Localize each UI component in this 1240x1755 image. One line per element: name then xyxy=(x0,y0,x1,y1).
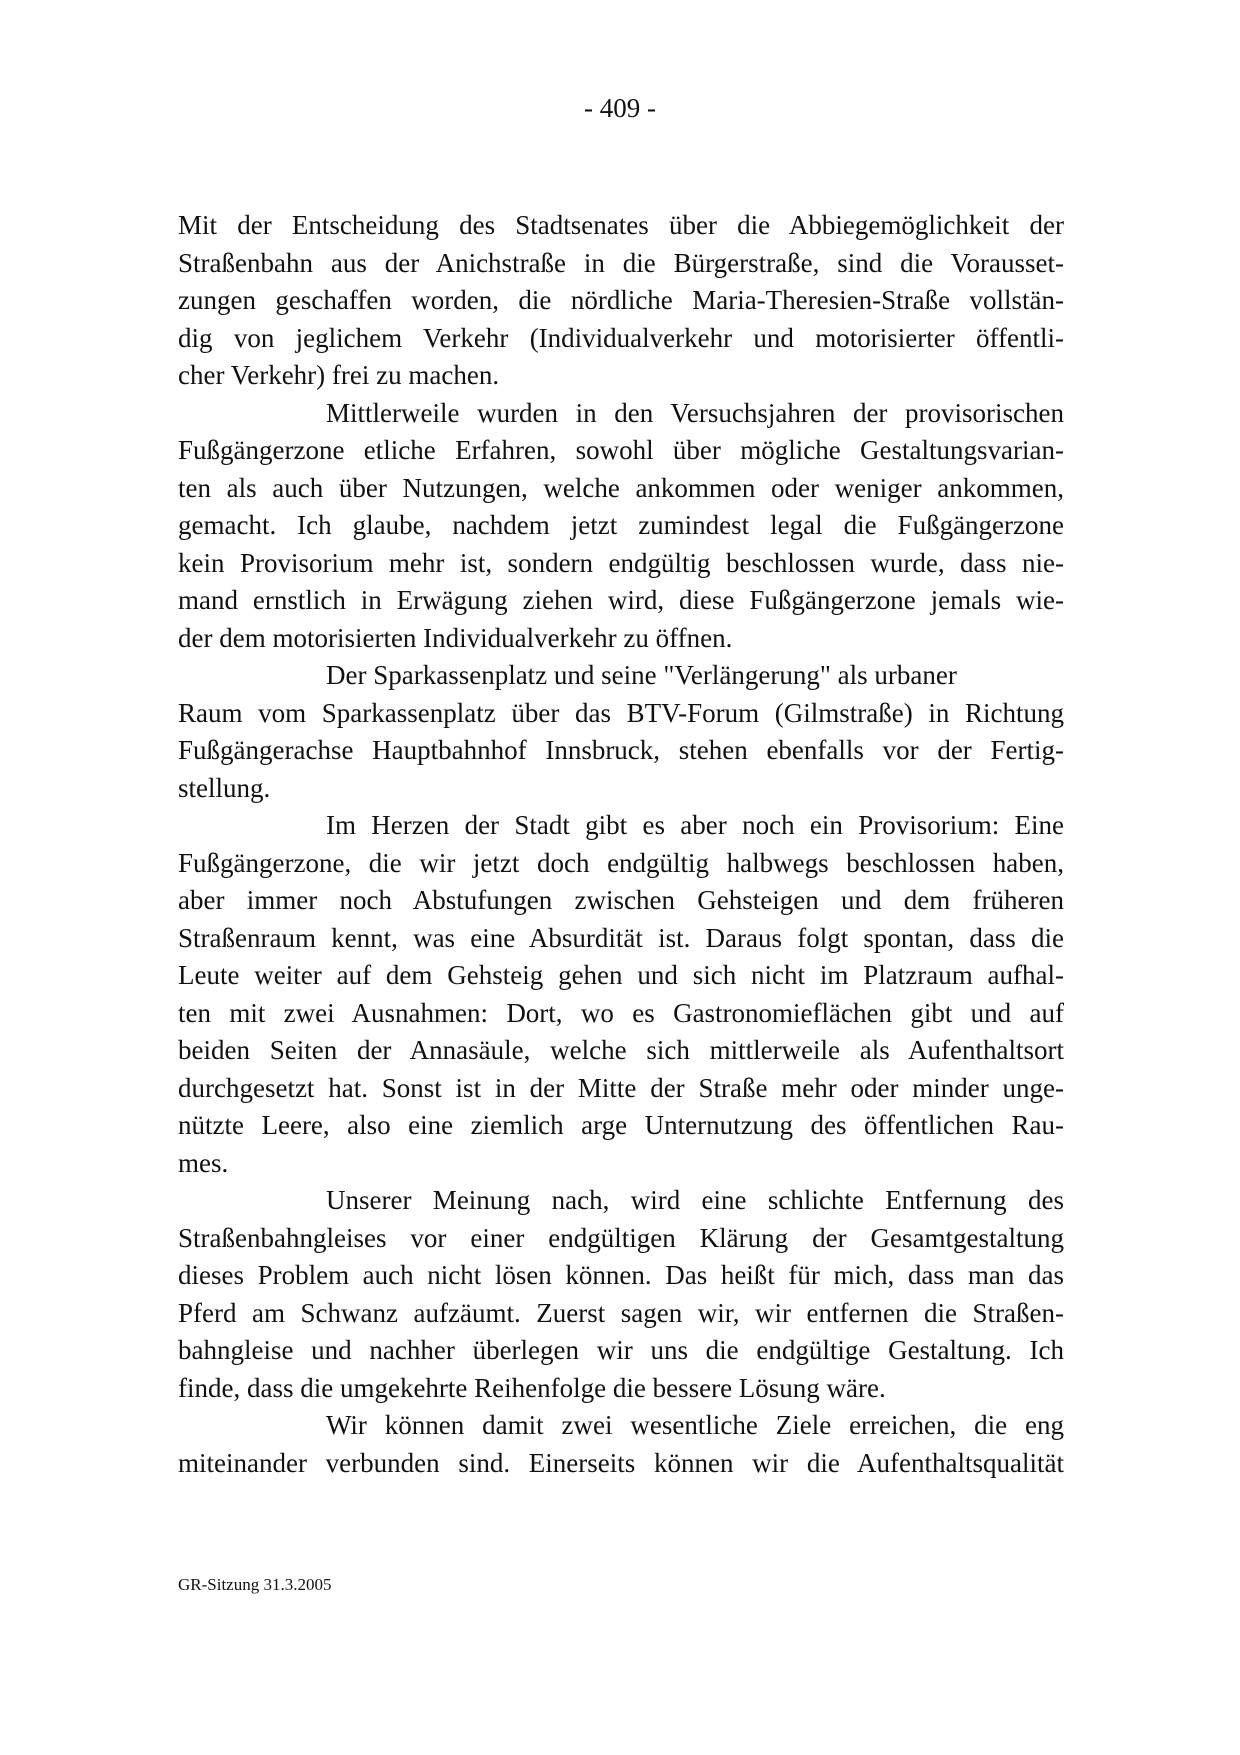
paragraph-1 xyxy=(178,207,1064,395)
text-line: Der Sparkassenplatz und seine "Verlängerung" als urbaner xyxy=(326,660,957,690)
text-line: Pferd am Schwanz aufzäumt. Zuerst sagen wir, wir entfernen die Straßen- xyxy=(178,1297,1064,1328)
body-text xyxy=(178,207,1064,1482)
text-line: nützte Leere, also eine ziemlich arge Unternutzung des öffentlichen Rau- xyxy=(178,1110,1064,1140)
text-line: ten als auch über Nutzungen, welche ankommen oder weniger ankommen, xyxy=(178,472,1064,503)
text-line: Unserer Meinung nach, wird eine schlichte Entfernung des xyxy=(326,1185,1064,1215)
paragraph-4 xyxy=(178,807,1064,1182)
paragraph-2 xyxy=(178,395,1064,658)
text-line: Leute weiter auf dem Gehsteig gehen und sich nicht im Platzraum aufhal- xyxy=(178,960,1064,990)
text-line: der dem motorisierten Individualverkehr zu öffnen. xyxy=(178,622,733,653)
text-line: Mit der Entscheidung des Stadtsenates über die Abbiegemöglichkeit der xyxy=(178,210,1064,240)
text-line: aber immer noch Abstufungen zwischen Gehsteigen und dem früheren xyxy=(178,885,1064,915)
text-line: bahngleise und nachher überlegen wir uns die endgültige Gestaltung. Ich xyxy=(178,1335,1064,1365)
paragraph-5 xyxy=(178,1182,1064,1407)
text-line: Raum vom Sparkassenplatz über das BTV-Forum (Gilmstraße) in Richtung xyxy=(178,697,1064,728)
text-line: zungen geschaffen worden, die nördliche Maria-Theresien-Straße vollstän- xyxy=(178,285,1064,315)
text-line: miteinander verbunden sind. Einerseits können wir die Aufenthaltsqualität xyxy=(178,1447,1064,1478)
paragraph-3 xyxy=(178,657,1064,807)
text-line: durchgesetzt hat. Sonst ist in der Mitte der Straße mehr oder minder unge- xyxy=(178,1072,1064,1103)
text-line: Fußgängerachse Hauptbahnhof Innsbruck, stehen ebenfalls vor der Fertig- xyxy=(178,735,1064,765)
text-line: mes. xyxy=(178,1147,229,1178)
text-line: ten mit zwei Ausnahmen: Dort, wo es Gastronomieflächen gibt und auf xyxy=(178,997,1064,1028)
text-line: Fußgängerzone etliche Erfahren, sowohl über mögliche Gestaltungsvarian- xyxy=(178,435,1064,465)
text-line: dieses Problem auch nicht lösen können. Das heißt für mich, dass man das xyxy=(178,1260,1064,1290)
text-line: Wir können damit zwei wesentliche Ziele erreichen, die eng xyxy=(326,1410,1064,1440)
text-line: Straßenbahngleises vor einer endgültigen Klärung der Gesamtgestaltung xyxy=(178,1222,1064,1253)
paragraph-6 xyxy=(178,1407,1064,1482)
text-line: Im Herzen der Stadt gibt es aber noch ein Provisorium: Eine xyxy=(326,810,1064,840)
text-line: Fußgängerzone, die wir jetzt doch endgültig halbwegs beschlossen haben, xyxy=(178,847,1064,878)
text-line: finde, dass die umgekehrte Reihenfolge die bessere Lösung wäre. xyxy=(178,1372,886,1403)
text-line: gemacht. Ich glaube, nachdem jetzt zumindest legal die Fußgängerzone xyxy=(178,510,1064,540)
text-line: stellung. xyxy=(178,772,271,803)
text-line: cher Verkehr) frei zu machen. xyxy=(178,360,500,390)
text-line: kein Provisorium mehr ist, sondern endgültig beschlossen wurde, dass nie- xyxy=(178,547,1064,578)
text-line: beiden Seiten der Annasäule, welche sich mittlerweile als Aufenthaltsort xyxy=(178,1035,1064,1065)
text-line: Straßenbahn aus der Anichstraße in die Bürgerstraße, sind die Vorausset- xyxy=(178,247,1064,278)
text-line: mand ernstlich in Erwägung ziehen wird, diese Fußgängerzone jemals wie- xyxy=(178,585,1064,615)
text-line: Straßenraum kennt, was eine Absurdität ist. Daraus folgt spontan, dass die xyxy=(178,922,1064,953)
page-number: - 409 - xyxy=(584,93,656,123)
text-line: Mittlerweile wurden in den Versuchsjahren der provisorischen xyxy=(326,397,1064,428)
footer-session-date: GR-Sitzung 31.3.2005 xyxy=(178,1575,332,1594)
text-line: dig von jeglichem Verkehr (Individualverkehr und motorisierter öffentli- xyxy=(178,322,1064,353)
